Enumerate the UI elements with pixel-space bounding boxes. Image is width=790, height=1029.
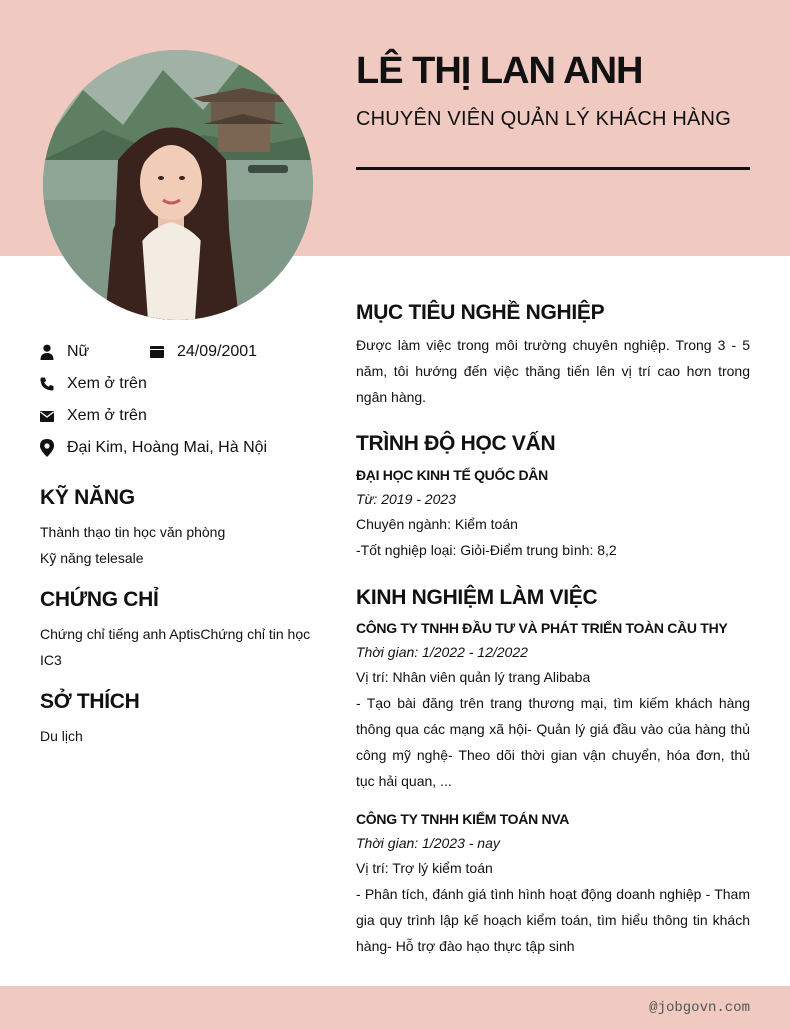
education-major: Chuyên ngành: Kiểm toán [356, 516, 518, 532]
birthday-row [150, 343, 257, 361]
skills-list [40, 519, 325, 571]
job-description: - Phân tích, đánh giá tình hình hoạt động doanh nghiệp - Tham gia quy trình lập kế hoạch kiểm toán, tìm hiểu thông tin khách hàng- Hỗ trợ đào hạo thực tập sinh [356, 886, 750, 954]
profile-photo [43, 50, 313, 320]
gender-value: Nữ [67, 343, 90, 360]
phone-row [40, 375, 147, 393]
calendar-icon [150, 344, 164, 360]
job-position: Vị trí: Nhân viên quản lý trang Alibaba [356, 669, 591, 685]
certificates-heading: CHỨNG CHỈ [40, 588, 159, 611]
job-period: Thời gian: 1/2022 - 12/2022 [356, 644, 528, 660]
person-icon [40, 344, 54, 360]
objective-heading: MỤC TIÊU NGHỀ NGHIỆP [356, 301, 605, 324]
skills-heading: KỸ NĂNG [40, 486, 135, 509]
footer-watermark: @jobgovn.com [649, 1000, 750, 1016]
envelope-icon [40, 408, 54, 424]
candidate-title: CHUYÊN VIÊN QUẢN LÝ KHÁCH HÀNG [356, 108, 731, 130]
hobbies-text: Du lịch [40, 728, 83, 744]
certificates-text: Chứng chỉ tiếng anh AptisChứng chỉ tin học IC3 [40, 626, 311, 668]
phone-icon [40, 376, 54, 392]
candidate-name: LÊ THỊ LAN ANH [356, 50, 643, 92]
address-row [40, 439, 267, 457]
job-position: Vị trí: Trợ lý kiểm toán [356, 860, 493, 876]
hobbies-heading: SỞ THÍCH [40, 690, 140, 713]
address-value: Đại Kim, Hoàng Mai, Hà Nội [67, 439, 268, 456]
email-value: Xem ở trên [67, 407, 147, 424]
education-school: ĐẠI HỌC KINH TẾ QUỐC DÂN [356, 467, 548, 483]
job-company: CÔNG TY TNHH ĐẦU TƯ VÀ PHÁT TRIỂN TOÀN CẦU THY [356, 620, 728, 636]
job-description: - Tạo bài đăng trên trang thương mại, tìm kiếm khách hàng thông qua các mạng xã hội- Quản lý giá đầu vào của hàng thủ công mỹ nghệ- Theo dõi thời gian vận chuyển, hóa đơn, thủ tục hải quan, ... [356, 695, 750, 789]
email-row [40, 407, 147, 425]
job-period: Thời gian: 1/2023 - nay [356, 835, 500, 851]
location-pin-icon [40, 440, 54, 456]
birthday-value: 24/09/2001 [177, 343, 258, 360]
title-divider [356, 167, 750, 170]
education-heading: TRÌNH ĐỘ HỌC VẤN [356, 432, 556, 455]
experience-heading: KINH NGHIỆM LÀM VIỆC [356, 586, 598, 609]
skill-item: Kỹ năng telesale [40, 550, 144, 566]
job-company: CÔNG TY TNHH KIỂM TOÁN NVA [356, 811, 570, 827]
skill-item: Thành thạo tin học văn phòng [40, 524, 226, 540]
education-grade: -Tốt nghiệp loại: Giỏi-Điểm trung bình: 8,2 [356, 542, 617, 558]
objective-text: Được làm việc trong môi trường chuyên nghiệp. Trong 3 - 5 năm, tôi hướng đến việc thăng tiến lên vị trí cao hơn trong ngân hàng. [356, 337, 750, 405]
gender-row [40, 343, 89, 361]
phone-value: Xem ở trên [67, 375, 147, 392]
education-period: Từ: 2019 - 2023 [356, 491, 456, 507]
